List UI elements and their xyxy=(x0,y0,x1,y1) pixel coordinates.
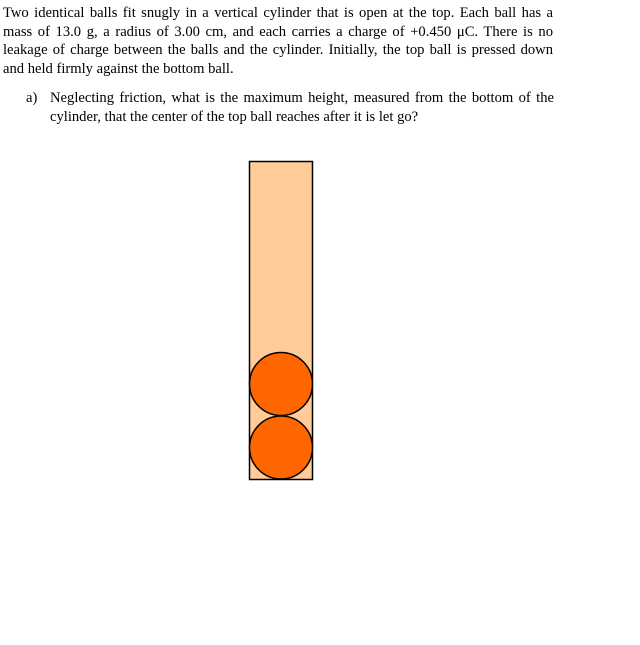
problem-statement: Two identical balls fit snugly in a vertical cylinder that is open at the top. Each ball has a mass of 13.0 g, a radius of 3.00 cm, and each carries a charge of +0.450 μC. There is no leakage of charge between the balls and the cylinder. Initially, the top ball is pressed down and held firmly against the bottom ball. xyxy=(3,5,553,77)
question-part-a-text: Neglecting friction, what is the maximum height, measured from the bottom of the cylinder, that the center of the top ball reaches after it is let go? xyxy=(50,90,554,125)
bottom-ball xyxy=(250,416,313,479)
question-part-a-label: a) xyxy=(26,90,38,106)
top-ball xyxy=(250,353,313,416)
